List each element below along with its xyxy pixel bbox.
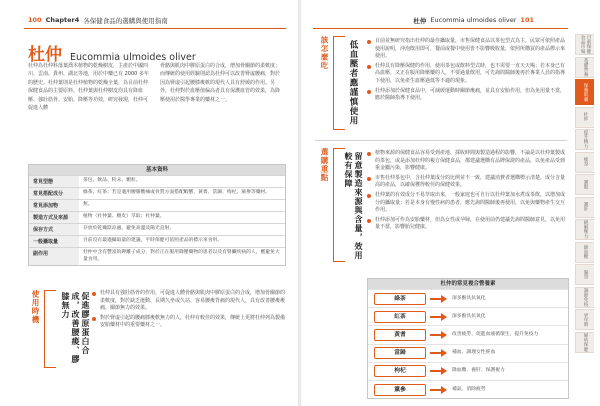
- tips-subtitle: 留意製造來源與含量，效用較有保障: [344, 152, 363, 260]
- right-page: [301, 0, 600, 406]
- list-item: 市售杜仲茶包中，含杜仲葉成分的比例並不一致，建議消費者選購標示清楚、成分含量高的產品，以確保獲得較佳的保健效果。: [367, 175, 567, 190]
- right-running-head: [413, 14, 534, 26]
- recommend-subtitle: 低血壓者應謹慎使用: [348, 40, 358, 126]
- row-key: 常見搭配成分: [29, 188, 79, 199]
- side-tab[interactable]: 提升精力: [575, 129, 594, 150]
- side-tab[interactable]: 基礎營養: [575, 57, 594, 78]
- row-value: 茶包、飲品、粉末、顆粒。: [83, 178, 141, 183]
- usage-subtitle: 促進膠原蛋白合成，改善腰痠、膠膝無力: [61, 292, 90, 364]
- list-item: 目前並無研究指出杜仲的最佳攝取量，市售保健食品以茶包型式為主，民眾可依照產品使用說明，沖泡飲用即可，餐前或餐中使用皆不影響吸收量，依照所購買的產品標示來使用。: [367, 38, 567, 61]
- side-tab[interactable]: 腸胃: [575, 264, 594, 285]
- nutrient-name: 黨參: [374, 384, 426, 396]
- row-value: 無。: [83, 202, 93, 207]
- row-value: 植物（杜仲葉、樹皮）萃取；杜仲葉。: [83, 214, 165, 219]
- table-row: [29, 211, 285, 223]
- list-item: 杜仲具有強壯筋骨的作用，可促進人體骨骼與肌肉中膠原蛋白的合成，增加骨關節的柔軟度，對於缺乏運動、長期久坐或久站、容易腰痠背痛的現代人，具有改善腰痠痠痛、關節無力的效果。: [92, 290, 286, 313]
- list-item: 杜仲添加可作為安胎藥材，但為女性或孕婦，在使用前仍建議先詢問醫師意見，以免用量不當，影響胎兒健康。: [367, 217, 567, 232]
- side-tab[interactable]: 杜仲: [575, 107, 594, 128]
- side-tab[interactable]: 更年期: [575, 309, 594, 330]
- arrow-right-icon: [430, 331, 448, 339]
- nutrient-effect: 改善疲勞、促進血液循環生，提升免疫力: [452, 331, 539, 337]
- table-row: [29, 235, 285, 247]
- table-row: [29, 175, 285, 187]
- table-row: [29, 199, 285, 211]
- header-rule: [24, 28, 286, 29]
- nutrient-name: 枸杞: [374, 365, 426, 377]
- side-tab[interactable]: 瘦身: [575, 152, 594, 173]
- row-value: 綠茶、紅茶；若是適用腰膝酸痛或骨質方面搭配蝦蟹、黃耆、當歸、枸杞、黨參等藥材。: [83, 190, 271, 195]
- nutrient-effect: 深多酚具抗氧化: [452, 295, 486, 301]
- side-tab[interactable]: 調節免疫: [575, 287, 594, 308]
- table-row: [368, 289, 568, 307]
- nutrient-name: 黃耆: [374, 329, 426, 341]
- nutrient-effect: 降血糖、養肝、保護視力: [452, 368, 505, 374]
- chapter-label: Chapter4: [45, 16, 80, 24]
- row-key: 製造方式及來源: [29, 212, 79, 223]
- side-tab[interactable]: 目前保健食品市場: [575, 34, 594, 55]
- list-item: 杜仲具有降壓保健的作用，使用茶包或飲料型式時，也不需要一直天天喝；若本身已有高血壓，又正在服用降壓藥的人，不要過量飲用，可先詢問醫師後再於專業人員的指導下使用，以免產生血壓過低等不適的現象。: [367, 63, 567, 86]
- table-row: [29, 223, 285, 235]
- row-key: 常見型態: [29, 176, 79, 187]
- thumb-index-tabs: [575, 34, 597, 354]
- chapter-title: 各保健食品的選購與使用指南: [83, 16, 168, 25]
- nutrient-effect: 補血、調理女性經血: [452, 350, 496, 356]
- intro-column-1: 杜仲為杜仲科落葉喬木植物的乾燥樹皮，主產於中國四川、雲南、貴州、湖北等地，用於中藥已有 2000 多年的歷史。杜仲葉則是杜仲植物的乾燥全葉，為目前杜仲保健食品的主要原料。杜仲葉與杜仲樹皮均具有降血壓、強壯筋骨、安胎、降壓等功效，研究發現，杜仲可促進人體: [28, 63, 149, 112]
- table-row: [368, 307, 568, 325]
- recommend-section-bracket: [333, 36, 345, 130]
- table-row: [368, 380, 568, 398]
- combo-nutrient-table: [367, 278, 569, 399]
- title-zh: 杜仲: [413, 16, 427, 25]
- side-tab[interactable]: 護肝: [575, 197, 594, 218]
- row-key: 常見添加物: [29, 200, 79, 211]
- side-tab[interactable]: 降血糖: [575, 242, 594, 263]
- list-item: 植物來源的保健食品容易受到產地、採收時間與製造過程的影響，不論是以杜仲葉製成的茶包，或是添加杜仲的複方保健食品，都建議選購有品牌保證的產品，以免產品受到重金屬污染，影響健康。: [367, 150, 567, 173]
- nutrient-name: 綠茶: [374, 293, 426, 305]
- side-tab[interactable]: 婦幼保健: [575, 332, 594, 353]
- list-item: 杜仲添加於保健食品中，可減緩運動時關節痠痛，並具有安胎作用，但為免用量不當，應於醫師指導下使用。: [367, 88, 567, 103]
- table-row: [29, 247, 285, 265]
- row-value: 存放於乾燥陰涼處，避免高溫及陽光直射。: [83, 226, 175, 231]
- arrow-right-icon: [430, 349, 448, 357]
- row-key: 一般攝取量: [29, 236, 79, 247]
- title-en: Eucommia ulmoides oliver: [430, 16, 517, 24]
- side-tab[interactable]: 護眼: [575, 174, 594, 195]
- left-running-head: [28, 14, 168, 26]
- left-page: [0, 0, 298, 406]
- page-number: 101: [520, 16, 534, 24]
- title-zh: 杜仲: [28, 45, 62, 65]
- list-item: 對於腎虛引起的腰痛膝痠軟無力的人，杜仲有較佳的效果，傳統上更將杜仲列為製備安胎藥材中的重要藥材之一。: [92, 315, 286, 330]
- intro-column-2: 骨骼與肌肉中膠原蛋白的合成，增加骨關節的柔軟度；而傳統的使用經驗則認為杜仲可以改善腎虛腰痛，對於因為腎虛引起腰膝痠軟的現代人具有舒緩的作用。另外，杜仲對於血壓值偏高者具有保護血管的效果，為降壓使用於醫學專業的藥材之一。: [160, 63, 281, 103]
- header-rule: [313, 28, 568, 29]
- table-row: [368, 344, 568, 362]
- recommend-bullets: [367, 38, 567, 105]
- combo-table-heading: 杜仲的常見複合營養素: [368, 279, 568, 289]
- list-item: 杜仲葉的有效成分不易萃取出來，一般家庭也可自行以杜仲葉加水煮成茶飲，以增加成分的攝取量；若是本身有慢性病的患者，應先詢問醫師後再使用，以免與藥物產生交互作用。: [367, 192, 567, 215]
- row-key: 副作用: [29, 248, 79, 265]
- nutrient-effect: 補氣、消除疲勞: [452, 386, 486, 392]
- side-tab-active[interactable]: 保養肌膚: [575, 79, 594, 105]
- nutrient-name: 紅茶: [374, 311, 426, 323]
- arrow-right-icon: [430, 295, 448, 303]
- usage-section-label: 使用時機: [31, 290, 40, 324]
- arrow-right-icon: [430, 313, 448, 321]
- intro-text: [28, 62, 284, 112]
- nutrient-effect: 深多酚具抗氧化: [452, 313, 486, 319]
- table-row: [368, 362, 568, 380]
- nutrient-name: 當歸: [374, 347, 426, 359]
- recommend-section-label: 該怎麼吃: [320, 36, 329, 70]
- arrow-right-icon: [430, 367, 448, 375]
- arrow-right-icon: [430, 386, 448, 394]
- side-tab[interactable]: 緩解壓力: [575, 219, 594, 240]
- basic-info-heading: 基本資料: [29, 165, 285, 175]
- usage-section-bracket: [44, 290, 56, 368]
- row-value: 目前沒有最適攝取量的建議，平時保健可依照產品的標示來食用。: [83, 238, 223, 243]
- basic-info-table: [28, 164, 286, 266]
- usage-bullets: [92, 290, 286, 332]
- page-number: 100: [28, 16, 42, 24]
- section-divider: [315, 140, 567, 141]
- tips-section-label: 選購重點: [320, 148, 329, 182]
- table-row: [368, 325, 568, 343]
- row-value: 杜仲中含有豐富的鉀離子成分，對於正在服用降壓藥物的患者以及有腎臟疾病的人，應避免大量食用。: [83, 250, 280, 262]
- row-key: 保存方式: [29, 224, 79, 235]
- title-en: Eucommia ulmoides oliver: [70, 52, 196, 63]
- tips-bullets: [367, 150, 567, 234]
- table-row: [29, 187, 285, 199]
